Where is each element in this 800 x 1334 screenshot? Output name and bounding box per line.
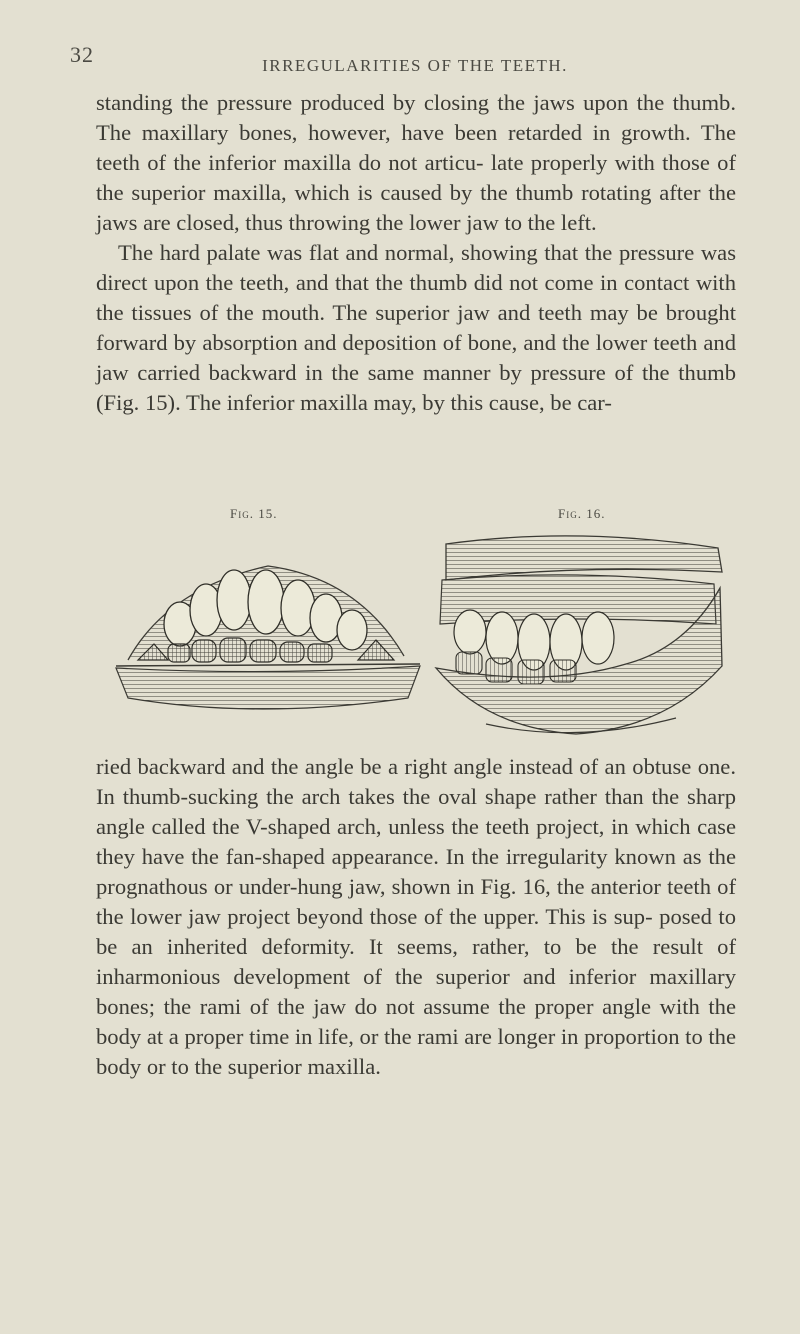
body-text-bottom (96, 752, 736, 1082)
figure-caption: Fig. 16. (558, 506, 606, 521)
running-head: IRREGULARITIES OF THE TEETH. (262, 56, 568, 75)
figure-caption: Fig. 15. (230, 506, 278, 521)
engraving-teeth-fig16-icon (426, 528, 726, 742)
body-text-top (96, 88, 736, 418)
paragraph: standing the pressure produced by closing the jaws upon the thumb. The maxillary bones, however, have been retarded in growth. The teeth of the inferior maxilla do not articu- late properly with those of the superior maxilla, which is caused by the thumb rotating after the jaws are closed, thus throwing the lower jaw to the left. (96, 90, 736, 235)
page-number: 32 (70, 42, 94, 67)
paragraph: The hard palate was flat and normal, showing that the pressure was direct upon the teeth, and that the thumb did not come in contact with the tissues of the mouth. The superior jaw and teeth may be brought forward by absorption and deposition of bone, and the lower teeth and jaw carried backward in the same manner by pressure of the thumb (Fig. 15). The inferior maxilla may, by this cause, be car- (96, 240, 736, 415)
paragraph: ried backward and the angle be a right angle instead of an obtuse one. In thumb-sucking the arch takes the oval shape rather than the sharp angle called the V-shaped arch, unless the teeth project, in which case they have the fan-shaped appearance. In the irregularity known as the prognathous or under-hung jaw, shown in Fig. 16, the anterior teeth of the lower jaw project beyond those of the upper. This is sup- posed to be an inherited deformity. It seems, rather, to be the result of inharmonious development of the superior and inferior maxillary bones; the rami of the jaw do not assume the proper angle with the body at a proper time in life, or the rami are longer in proportion to the body or to the superior maxilla. (96, 754, 736, 1079)
engraving-teeth-fig15-icon (108, 548, 424, 720)
